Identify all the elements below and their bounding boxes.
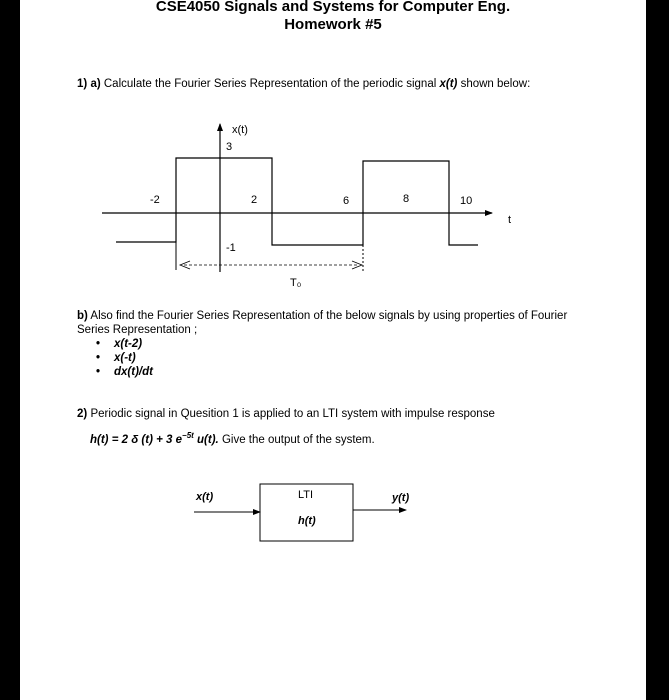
signal-waveform	[116, 158, 478, 245]
list-item: • x(t-2)	[96, 337, 153, 351]
lti-box-title: LTI	[298, 489, 314, 501]
q1-signal: x(t)	[439, 78, 458, 90]
q1b-text-line2: Series Representation ;	[77, 324, 198, 336]
h-rhs: u(t).	[197, 433, 219, 446]
signal-graph	[20, 0, 646, 700]
homework-page	[20, 0, 646, 700]
tick-label: 2	[251, 194, 258, 206]
q2-number: 2)	[77, 408, 88, 420]
tick-label: -2	[150, 194, 160, 206]
y-axis-label: x(t)	[232, 124, 248, 136]
page-subtitle: Homework #5	[284, 16, 382, 33]
high-value-label: 3	[226, 141, 233, 153]
low-value-label: -1	[226, 242, 236, 254]
page-title: CSE4050 Signals and Systems for Computer Eng.	[155, 0, 511, 15]
list-item: • dx(t)/dt	[96, 365, 153, 379]
output-label: y(t)	[392, 492, 410, 504]
h-lhs: h(t) = 2 δ (t) + 3 e	[90, 433, 183, 446]
lti-box-sub: h(t)	[298, 515, 316, 527]
period-label: T₀	[290, 277, 302, 289]
list-item: • x(-t)	[96, 351, 153, 365]
q1b-part: b)	[77, 310, 88, 322]
q1-part-a: a)	[90, 78, 101, 90]
q1b-text-line1: Also find the Fourier Series Representation of the below signals by using properties of Fourier	[90, 310, 568, 322]
tick-label: 10	[460, 195, 473, 207]
q1-text-after: shown below:	[460, 78, 531, 90]
q2-text-after: Give the output of the system.	[221, 433, 375, 446]
tick-label: 6	[343, 195, 350, 207]
q2-text: Periodic signal in Quesition 1 is applied to an LTI system with impulse response	[90, 408, 495, 420]
tick-label: 8	[403, 193, 410, 205]
h-exp: −5t	[182, 431, 194, 440]
q1-number: 1)	[77, 78, 88, 90]
input-label: x(t)	[196, 491, 214, 503]
x-axis-label: t	[508, 214, 512, 226]
q1-text-before: Calculate the Fourier Series Representation of the periodic signal	[103, 78, 437, 90]
